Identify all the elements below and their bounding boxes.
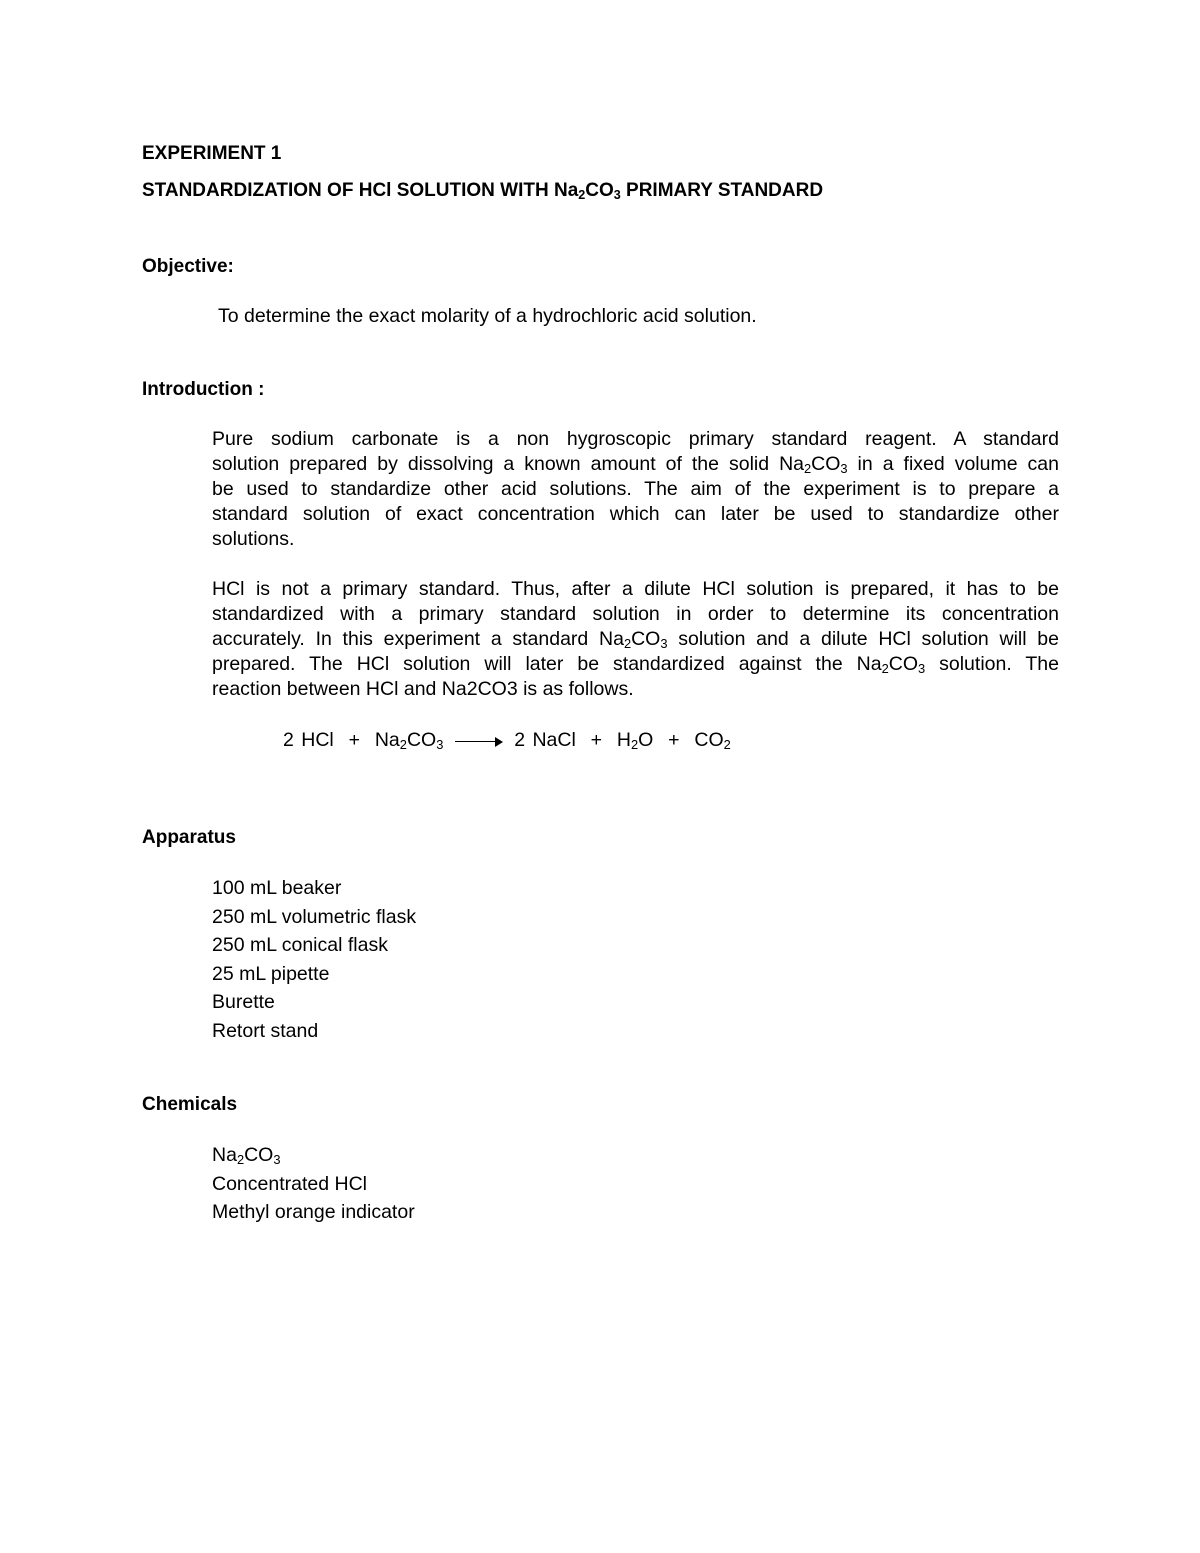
- subscript: 2: [723, 737, 731, 753]
- subscript: 2: [804, 461, 812, 477]
- equation-reactant-2-a: Na: [374, 729, 400, 751]
- equation-reactant-1: 2 HCl: [283, 729, 334, 751]
- subscript: 3: [273, 1152, 281, 1168]
- chemical-1-a: Na: [212, 1144, 237, 1166]
- subscript: 2: [881, 661, 889, 677]
- intro-p1-line-5: solutions.: [212, 528, 295, 550]
- intro-p2-line-3-b: CO: [631, 628, 661, 650]
- objective-text: To determine the exact molarity of a hydrochloric acid solution.: [218, 305, 757, 327]
- reaction-arrow-icon: [455, 735, 503, 747]
- equation-product-3-a: CO: [694, 729, 724, 751]
- document-title: [142, 179, 823, 203]
- intro-p2-line-5: reaction between HCl and Na2CO3 is as follows.: [212, 678, 634, 700]
- list-item: Methyl orange indicator: [212, 1201, 415, 1223]
- intro-p2-line-4: [212, 652, 1059, 677]
- subscript: 2: [623, 636, 632, 652]
- equation-reactant-2-b: CO: [406, 729, 437, 751]
- equation-product-2-a: H: [616, 729, 631, 751]
- list-item: Burette: [212, 991, 275, 1013]
- equation-plus-3: +: [668, 729, 680, 751]
- intro-p2-line-2: standardized with a primary standard solution in order to determine its concentration: [212, 603, 1059, 625]
- intro-p1-line-1: Pure sodium carbonate is a non hygroscopic primary standard reagent. A standard: [212, 428, 1059, 450]
- intro-p1-line-3: be used to standardize other acid solutions. The aim of the experiment is to prepare a: [212, 478, 1059, 500]
- list-item: 100 mL beaker: [212, 877, 342, 899]
- objective-heading: Objective:: [142, 256, 234, 277]
- intro-p1-line-2: [212, 452, 1059, 477]
- intro-p1-line-2-b: CO: [811, 453, 841, 475]
- intro-p2-line-3-a: accurately. In this experiment a standard Na: [212, 628, 624, 650]
- subscript: 3: [660, 636, 668, 652]
- intro-p2-line-3-c: solution and a dilute HCl solution will be: [667, 628, 1059, 650]
- introduction-paragraph-2: [212, 577, 1059, 702]
- apparatus-heading: Apparatus: [142, 827, 236, 848]
- equation-product-3: [694, 729, 730, 751]
- equation-reactant-2: [375, 729, 444, 751]
- intro-p2-line-4-c: solution. The: [925, 653, 1059, 675]
- list-item: [212, 1141, 415, 1170]
- intro-p2-line-4-b: CO: [888, 653, 918, 675]
- title-suffix: PRIMARY STANDARD: [620, 180, 824, 201]
- experiment-label: EXPERIMENT 1: [142, 143, 282, 164]
- intro-p1-line-2-a: solution prepared by dissolving a known amount of the solid Na: [212, 453, 804, 475]
- chemical-equation: [283, 728, 731, 753]
- chemical-1-b: CO: [244, 1144, 274, 1166]
- equation-plus-2: +: [590, 729, 603, 751]
- apparatus-list: [212, 874, 416, 1045]
- equation-product-1: 2 NaCl: [514, 729, 576, 751]
- title-prefix: STANDARDIZATION OF HCl SOLUTION WITH Na: [142, 180, 579, 201]
- list-item: Concentrated HCl: [212, 1172, 367, 1195]
- subscript: 3: [840, 461, 848, 477]
- intro-p1-line-2-c: in a fixed volume can: [847, 453, 1059, 475]
- subscript: 2: [236, 1152, 245, 1168]
- title-subscript-3: 3: [613, 188, 621, 203]
- intro-p2-line-1: HCl is not a primary standard. Thus, after a dilute HCl solution is prepared, it has to be: [212, 578, 1059, 600]
- equation-product-2-b: O: [638, 729, 654, 751]
- list-item: Retort stand: [212, 1019, 319, 1042]
- subscript: 2: [630, 737, 639, 753]
- subscript: 3: [917, 661, 926, 677]
- intro-p2-line-3: [212, 627, 1059, 652]
- title-subscript-2: 2: [578, 188, 586, 203]
- chemicals-list: [212, 1141, 415, 1227]
- introduction-paragraph-1: [212, 427, 1059, 552]
- subscript: 3: [436, 737, 444, 753]
- title-mid: CO: [585, 180, 614, 201]
- equation-product-2: [617, 729, 653, 751]
- intro-p1-line-4: standard solution of exact concentration which can later be used to standardize other: [212, 503, 1059, 525]
- subscript: 2: [399, 737, 407, 753]
- chemicals-heading: Chemicals: [142, 1094, 238, 1115]
- list-item: 250 mL conical flask: [212, 934, 388, 956]
- list-item: 250 mL volumetric flask: [212, 905, 417, 928]
- list-item: 25 mL pipette: [212, 962, 330, 985]
- equation-plus-1: +: [348, 729, 360, 751]
- introduction-heading: Introduction :: [142, 379, 265, 400]
- intro-p2-line-4-a: prepared. The HCl solution will later be standardized against the Na: [212, 653, 882, 675]
